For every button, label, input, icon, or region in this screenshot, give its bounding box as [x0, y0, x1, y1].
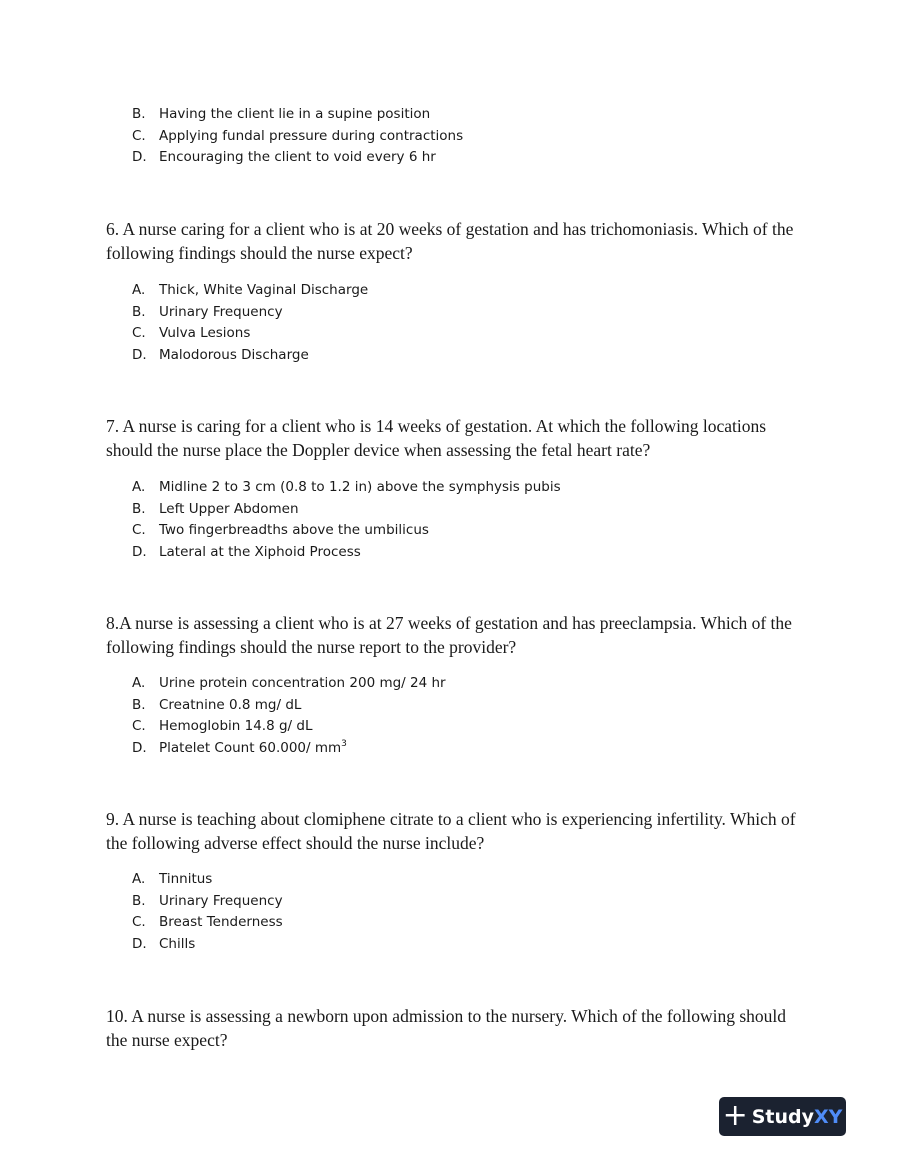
- option-text: Platelet Count 60.000/ mm: [159, 739, 342, 756]
- option-a: A. Thick, White Vaginal Discharge: [132, 282, 369, 298]
- options-list-q5: [132, 104, 463, 169]
- options-list-q7: [132, 477, 561, 563]
- option-b: B. Creatnine 0.8 mg/ dL: [132, 696, 302, 713]
- option-a: A. Midline 2 to 3 cm (0.8 to 1.2 in) above the symphysis pubis: [132, 479, 561, 495]
- logo-text-xy: XY: [814, 1105, 843, 1128]
- option-text: Encouraging the client to void every 6 hr: [159, 149, 436, 165]
- option-text: Left Upper Abdomen: [159, 500, 299, 517]
- plus-icon: +: [722, 1097, 748, 1133]
- option-text: Applying fundal pressure during contractions: [159, 127, 464, 144]
- option-d: D. Platelet Count 60.000/ $mm^3$: [132, 738, 347, 756]
- options-list-q8: [132, 673, 446, 759]
- option-c: C. Breast Tenderness: [132, 914, 283, 930]
- option-d: D. Chills: [132, 935, 196, 952]
- option-text: Urine protein concentration 200 mg/ 24 hr: [159, 675, 446, 691]
- option-b: B. Having the client lie in a supine position: [132, 106, 431, 122]
- option-text: Hemoglobin 14.8 g/ dL: [159, 718, 313, 734]
- option-text: Lateral at the Xiphoid Process: [159, 543, 361, 560]
- question-7: 7. A nurse is caring for a client who is 14 weeks of gestation. At which the following locations should the nurse place the Doppler device when assessing the fetal heart rate?: [106, 416, 767, 460]
- option-c: C. Hemoglobin 14.8 g/ dL: [132, 718, 313, 734]
- options-list-q6: [132, 280, 368, 366]
- option-d: D. Lateral at the Xiphoid Process: [132, 543, 361, 560]
- option-c: C. Applying fundal pressure during contractions: [132, 127, 464, 144]
- option-c: C. Vulva Lesions: [132, 325, 251, 341]
- option-text: Having the client lie in a supine position: [159, 106, 431, 122]
- studyxy-logo-button[interactable]: [719, 1097, 846, 1136]
- option-a: A. Urine protein concentration 200 mg/ 24 hr: [132, 675, 446, 691]
- option-text: Midline 2 to 3 cm (0.8 to 1.2 in) above the symphysis pubis: [159, 479, 561, 495]
- option-b: B. Left Upper Abdomen: [132, 500, 299, 517]
- option-text: Thick, White Vaginal Discharge: [159, 282, 369, 298]
- question-6: 6. A nurse caring for a client who is at 20 weeks of gestation and has trichomoniasis. Which of the following findings should the nurse expect?: [106, 219, 794, 263]
- option-text: Urinary Frequency: [159, 892, 283, 909]
- option-text: Two fingerbreadths above the umbilicus: [159, 522, 429, 538]
- question-10: 10. A nurse is assessing a newborn upon admission to the nursery. Which of the following should the nurse expect?: [106, 1006, 786, 1050]
- superscript: 3: [341, 738, 347, 749]
- question-9: 9. A nurse is teaching about clomiphene citrate to a client who is experiencing infertility. Which of the following adverse effect should the nurse include?: [106, 809, 796, 853]
- option-d: D. Malodorous Discharge: [132, 346, 309, 363]
- option-text: Malodorous Discharge: [159, 346, 309, 363]
- option-text: Chills: [159, 935, 196, 952]
- option-text: Breast Tenderness: [159, 914, 283, 930]
- option-c: C. Two fingerbreadths above the umbilicus: [132, 522, 429, 538]
- option-a: A. Tinnitus: [132, 871, 213, 887]
- option-text: Tinnitus: [159, 871, 213, 887]
- option-b: B. Urinary Frequency: [132, 303, 283, 320]
- option-d: D. Encouraging the client to void every 6 hr: [132, 149, 436, 165]
- option-text: Urinary Frequency: [159, 303, 283, 320]
- option-text: Vulva Lesions: [159, 325, 251, 341]
- option-b: B. Urinary Frequency: [132, 892, 283, 909]
- question-8: 8.A nurse is assessing a client who is at 27 weeks of gestation and has preeclampsia. Which of the following findings should the nurse report to the provider?: [106, 613, 792, 657]
- logo-text-study: Study: [751, 1105, 814, 1128]
- option-text: Creatnine 0.8 mg/ dL: [159, 696, 302, 713]
- options-list-q9: [132, 869, 283, 955]
